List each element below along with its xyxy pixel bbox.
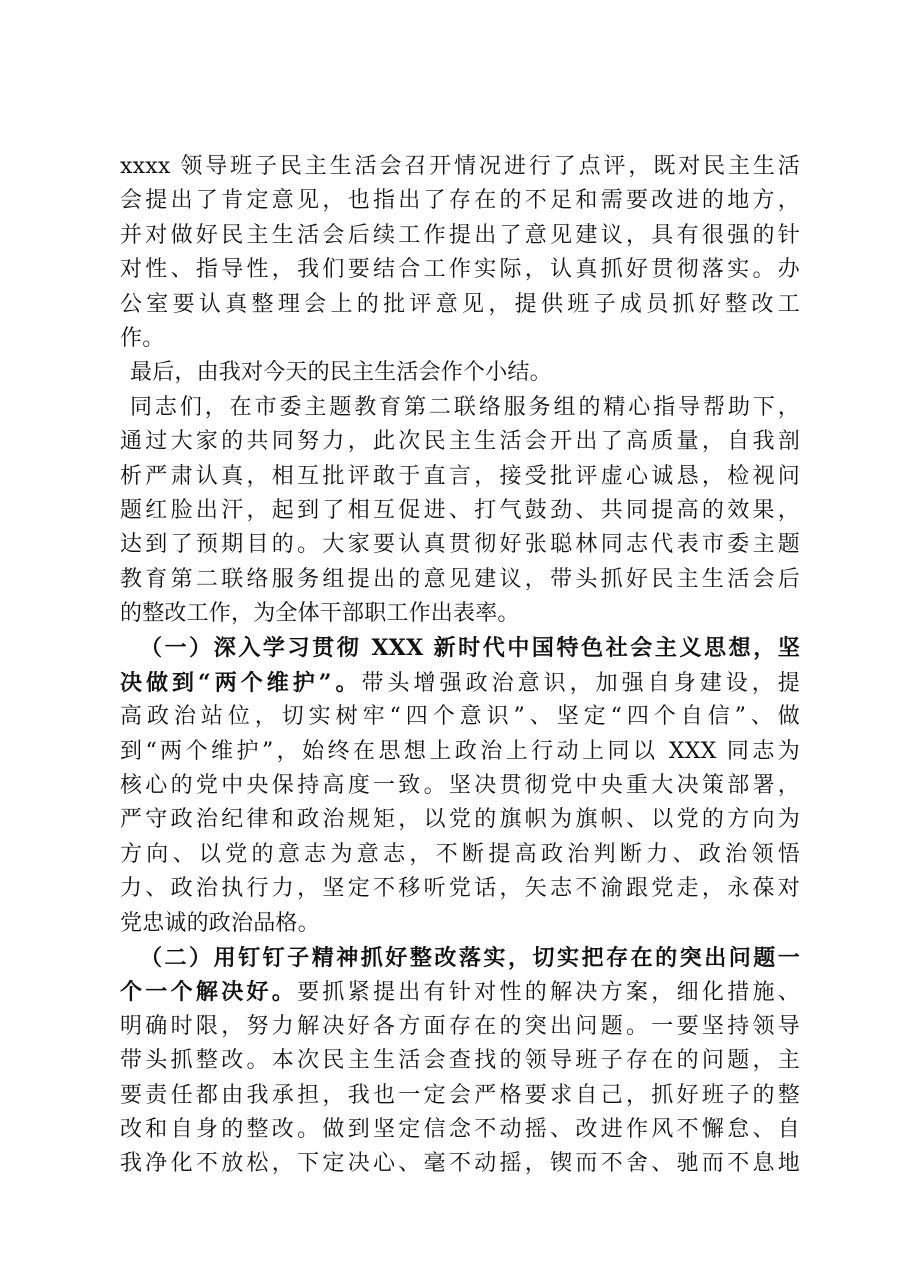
section-1-line-9: 党忠诚的政治品格。 bbox=[120, 910, 320, 936]
section-1-line-4: 到“两个维护”，始终在思想上政治上行动上同以 XXX 同志为 bbox=[120, 738, 800, 764]
paragraph-3-line-7: 的整改工作，为全体干部职工作出表率。 bbox=[120, 601, 520, 627]
section-1-heading-line-2: 决做到“两个维护”。 bbox=[120, 669, 362, 696]
section-2-line-3: 明确时限，努力解决好各方面存在的突出问题。一要坚持领导 bbox=[120, 1013, 800, 1039]
section-2-heading-line-2: 个一个解决好。 bbox=[120, 979, 298, 1006]
paragraph-1-line-1: xxxx 领导班子民主生活会召开情况进行了点评，既对民主生活 bbox=[120, 154, 800, 179]
section-1-line-8: 力、政治执行力，坚定不移听党话，矢志不渝跟党走，永葆对 bbox=[120, 876, 800, 902]
paragraph-1-line-2: 会提出了肯定意见，也指出了存在的不足和需要改进的地方， bbox=[120, 188, 800, 214]
section-1-line-6: 严守政治纪律和政治规矩，以党的旗帜为旗帜、以党的方向为 bbox=[120, 807, 800, 833]
paragraph-3-line-4: 题红脸出汗，起到了相互促进、打气鼓劲、共同提高的效果， bbox=[120, 497, 800, 523]
paragraph-1-line-6: 作。 bbox=[120, 325, 165, 351]
paragraph-1-line-4: 对性、指导性，我们要结合工作实际，认真抓好贯彻落实。办 bbox=[120, 257, 800, 283]
paragraph-3-line-6: 教育第二联络服务组提出的意见建议，带头抓好民主生活会后 bbox=[120, 566, 800, 592]
paragraph-3-line-1: 同志们，在市委主题教育第二联络服务组的精心指导帮助下， bbox=[130, 394, 800, 420]
section-2-line-7: 我净化不放松，下定决心、毫不动摇，锲而不舍、驰而不息地 bbox=[120, 1151, 800, 1177]
section-1-line-5: 核心的党中央保持高度一致。坚决贯彻党中央重大决策部署， bbox=[120, 773, 800, 799]
paragraph-1-line-3: 并对做好民主生活会后续工作提出了意见建议，具有很强的针 bbox=[120, 222, 800, 248]
section-2-line-2-rest: 要抓紧提出有针对性的解决方案，细化措施、 bbox=[297, 980, 800, 1006]
section-1-line-2 bbox=[120, 666, 800, 700]
section-1-heading-line-1: （一）深入学习贯彻 XXX 新时代中国特色社会主义思想，坚 bbox=[140, 635, 800, 662]
section-2-line-4: 带头抓整改。本次民主生活会查找的领导班子存在的问题，主 bbox=[120, 1048, 800, 1074]
paragraph-1-line-5: 公室要认真整理会上的批评意见，提供班子成员抓好整改工 bbox=[120, 291, 800, 317]
section-1-line-3: 高政治站位，切实树牢“四个意识”、坚定“四个自信”、做 bbox=[120, 704, 800, 730]
paragraph-2-line-1: 最后，由我对今天的民主生活会作个小结。 bbox=[130, 360, 552, 386]
paragraph-3-line-3: 析严肃认真，相互批评敢于直言，接受批评虚心诚恳，检视问 bbox=[120, 463, 800, 489]
section-2-line-2 bbox=[120, 975, 800, 1009]
section-2-line-6: 改和自身的整改。做到坚定信念不动摇、改进作风不懈怠、自 bbox=[120, 1116, 800, 1142]
paragraph-3-line-5: 达到了预期目的。大家要认真贯彻好张聪林同志代表市委主题 bbox=[120, 532, 800, 558]
section-1-line-2-rest: 带头增强政治意识，加强自身建设，提 bbox=[361, 670, 800, 696]
section-2-heading-line-1: （二）用钉钉子精神抓好整改落实，切实把存在的突出问题一 bbox=[140, 944, 800, 971]
section-2-line-5: 要责任都由我承担，我也一定会严格要求自己，抓好班子的整 bbox=[120, 1082, 800, 1108]
section-1-line-7: 方向、以党的意志为意志，不断提高政治判断力、政治领悟 bbox=[120, 841, 800, 867]
paragraph-3-line-2: 通过大家的共同努力，此次民主生活会开出了高质量，自我剖 bbox=[120, 429, 800, 455]
document-body bbox=[120, 150, 800, 1182]
